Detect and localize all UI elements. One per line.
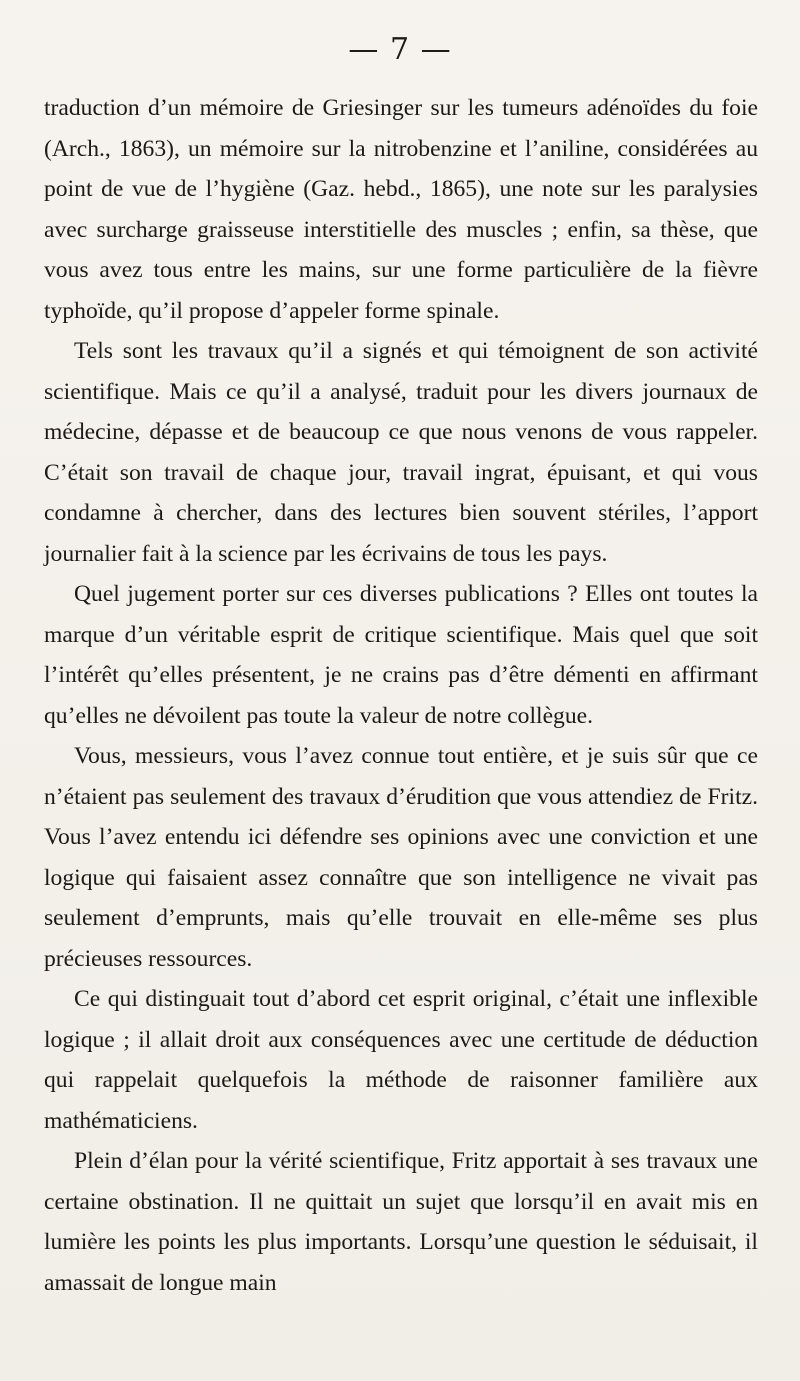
paragraph-6: Plein d’élan pour la vérité scientifique, Fritz apportait à ses travaux une certaine obstination. Il ne quittait un sujet que lorsqu’il en avait mis en lumière les points les plus importants. Lorsqu’une question le séduisait, il amassait de longue main (44, 1148, 758, 1296)
paragraph-5: Ce qui distinguait tout d’abord cet esprit original, c’était une inflexible logique ; il allait droit aux conséquences avec une certitude de déduction qui rappelait quelquefois la méthode de raisonner familière aux mathématiciens. (44, 986, 758, 1134)
paragraph-3: Quel jugement porter sur ces diverses publications ? Elles ont toutes la marque d’un véritable esprit de critique scientifique. Mais quel que soit l’intérêt qu’elles présentent, je ne crains pas d’être démenti en affirmant qu’elles ne dévoilent pas toute la valeur de notre collègue. (44, 581, 758, 729)
paragraph-1: traduction d’un mémoire de Griesinger sur les tumeurs adénoïdes du foie (Arch., 1863), un mémoire sur la nitrobenzine et l’aniline, considérées au point de vue de l’hygiène (Gaz. hebd., 1865), une note sur les paralysies avec surcharge graisseuse interstitielle des muscles ; enfin, sa thèse, que vous avez tous entre les mains, sur une forme particulière de la fièvre typhoïde, qu’il propose d’appeler forme spinale. (44, 95, 758, 324)
paragraph-2: Tels sont les travaux qu’il a signés et qui témoignent de son activité scientifique. Mais ce qu’il a analysé, traduit pour les divers journaux de médecine, dépasse et de beaucoup ce que nous venons de vous rappeler. C’était son travail de chaque jour, travail ingrat, épuisant, et qui vous condamne à chercher, dans des lectures bien souvent stériles, l’apport journalier fait à la science par les écrivains de tous les pays. (44, 338, 758, 567)
page-number: — 7 — (348, 32, 452, 67)
body-text (44, 88, 758, 1303)
paragraph-4: Vous, messieurs, vous l’avez connue tout entière, et je suis sûr que ce n’étaient pas seulement des travaux d’érudition que vous attendiez de Fritz. Vous l’avez entendu ici défendre ses opinions avec une conviction et une logique qui faisaient assez connaître que son intelligence ne vivait pas seulement d’emprunts, mais qu’elle trouvait en elle-même ses plus précieuses ressources. (44, 743, 758, 972)
